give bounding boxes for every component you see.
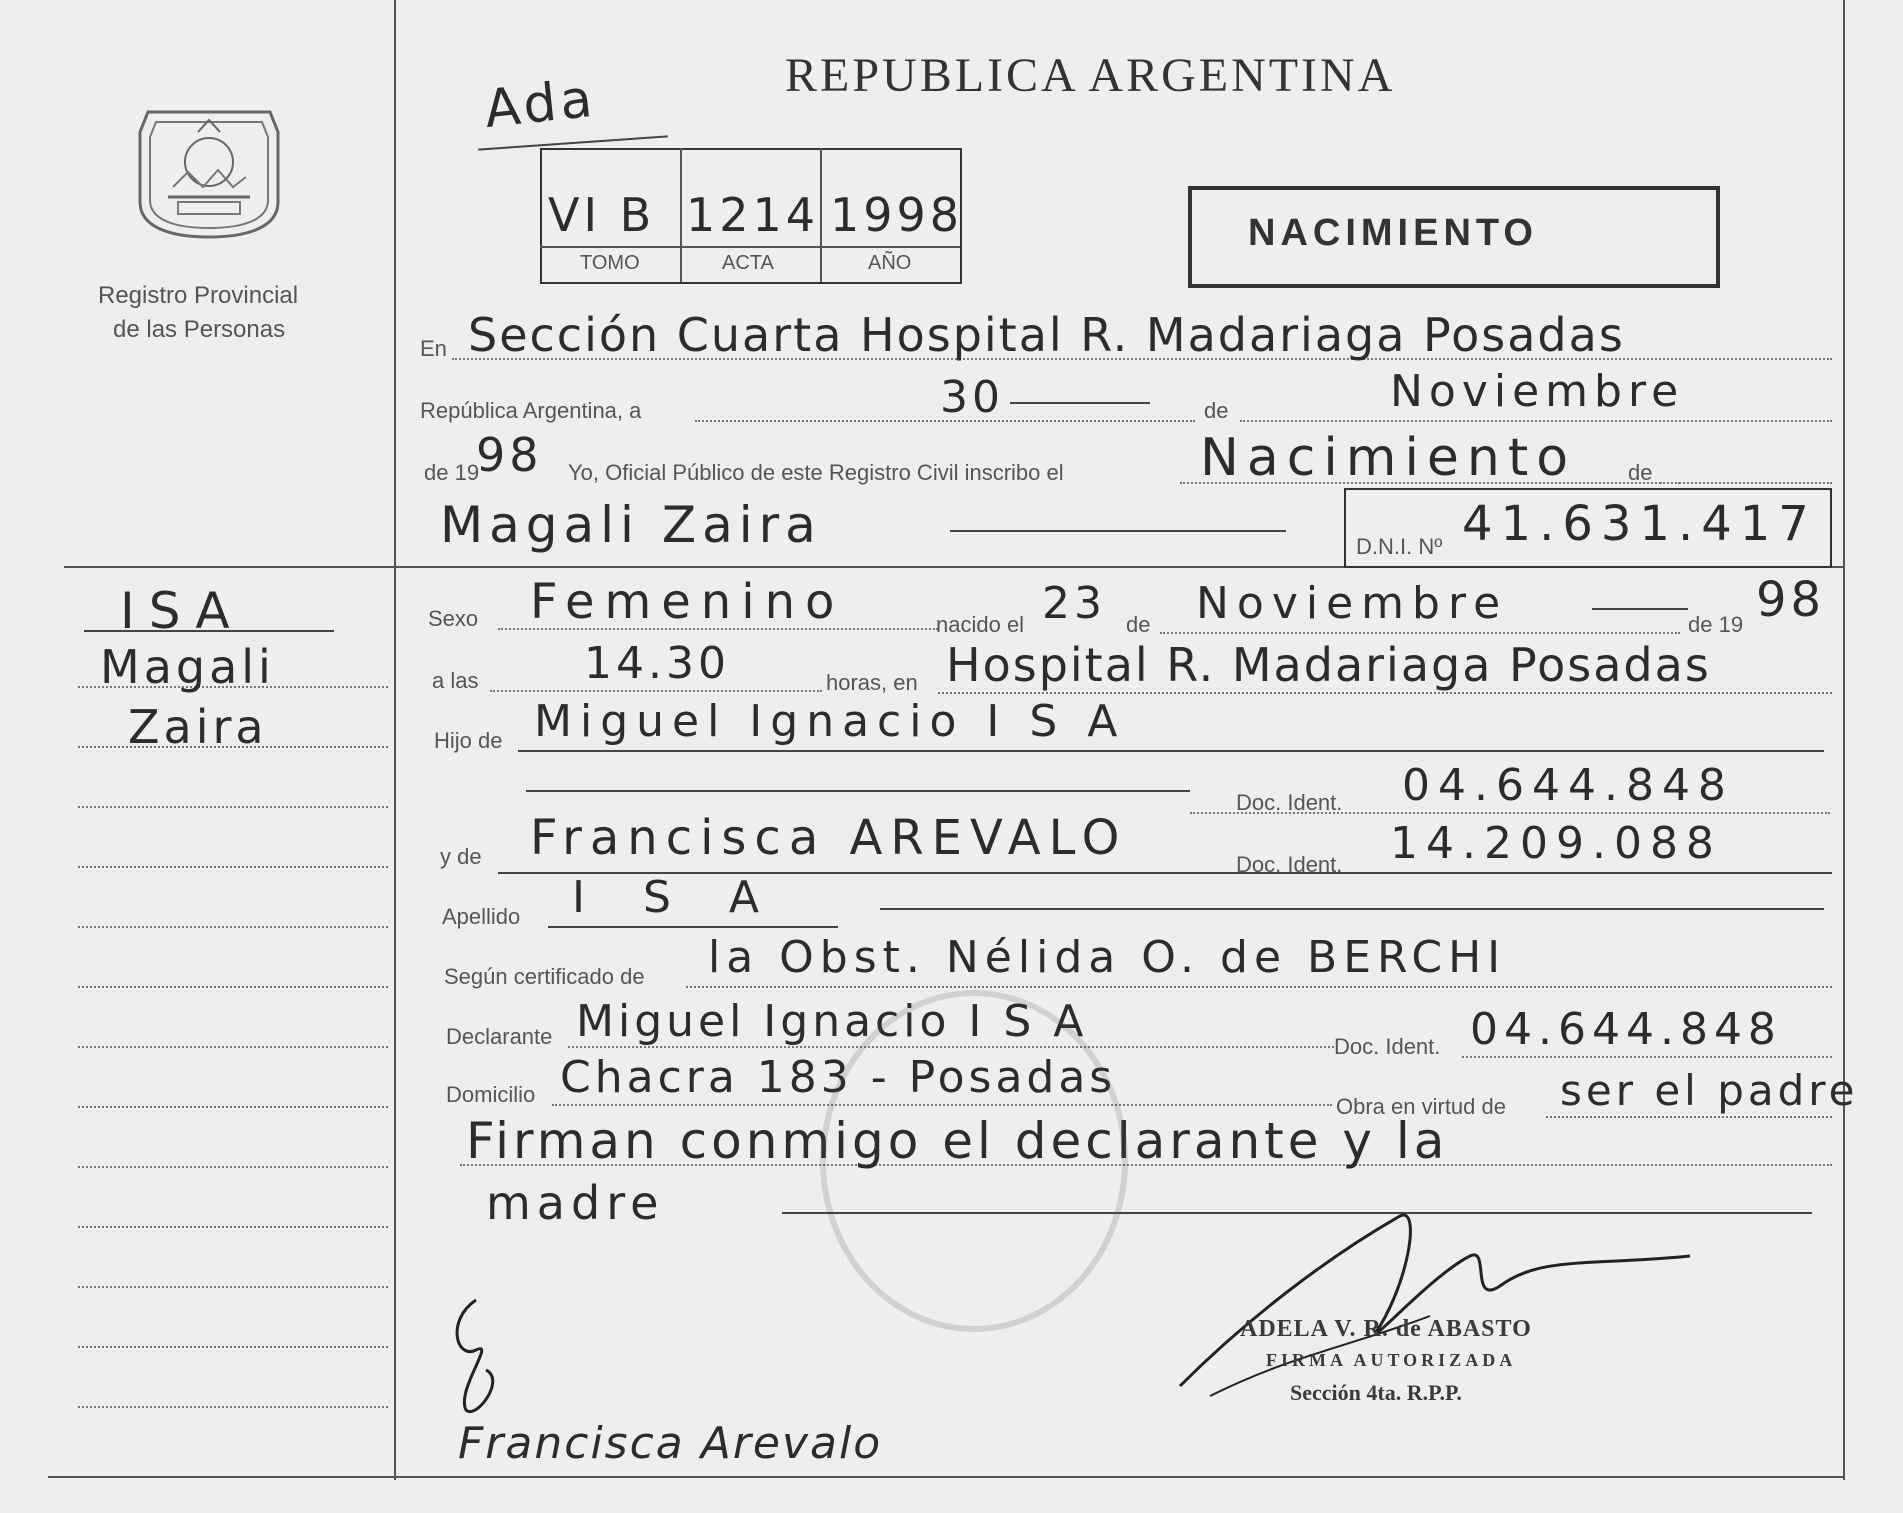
record-box-divider	[820, 148, 822, 282]
anio-value: 1998	[830, 188, 964, 242]
sexo-value: Femenino	[530, 574, 845, 630]
segun-label: Según certificado de	[444, 964, 645, 989]
provincial-seal-emblem	[128, 92, 290, 242]
y-de-label: y de	[440, 844, 482, 869]
margin-line	[78, 986, 388, 988]
margin-line	[78, 1346, 388, 1348]
father-doc-value: 04.644.848	[1402, 760, 1734, 811]
apellido-value: I S A	[572, 872, 781, 923]
mother-doc-label: Doc. Ident.	[1236, 852, 1343, 877]
country-title: REPUBLICA ARGENTINA	[785, 49, 1396, 102]
sexo-label: Sexo	[428, 606, 479, 631]
domicilio-label: Domicilio	[446, 1082, 536, 1107]
birth-month-value: Noviembre	[1196, 578, 1509, 629]
birth-de-label: de	[1126, 612, 1151, 637]
birth-year-label: de 19	[1688, 612, 1744, 637]
father-doc-label: Doc. Ident.	[1236, 790, 1343, 815]
declarante-doc-label: Doc. Ident.	[1334, 1034, 1441, 1059]
margin-line	[78, 1166, 388, 1168]
record-box-label-rule	[540, 246, 960, 248]
declarante-doc-value: 04.644.848	[1470, 1004, 1782, 1055]
de-label: de	[1204, 398, 1229, 423]
mother-value: Francisca AREVALO	[530, 810, 1128, 866]
faded-seal-stamp	[820, 990, 1128, 1332]
declarante-value: Miguel Ignacio I S A	[576, 996, 1088, 1047]
place-line	[938, 692, 1832, 694]
day-dash	[1010, 402, 1150, 404]
bottom-border	[48, 1476, 1845, 1478]
firman-value-line2: madre	[486, 1176, 665, 1230]
margin-underline	[84, 630, 334, 632]
registry-name-line1: Registro Provincial	[98, 282, 299, 309]
year-prefix-label: de 19	[424, 460, 480, 485]
birth-month-dash	[1592, 608, 1688, 610]
father-doc-line	[1190, 812, 1830, 814]
firman-value-line1: Firman conmigo el declarante y la	[466, 1112, 1449, 1170]
domicilio-value: Chacra 183 - Posadas	[560, 1052, 1117, 1103]
doc-type-title: NACIMIENTO	[1248, 212, 1538, 254]
nacido-label: nacido el	[936, 612, 1025, 637]
dni-value: 41.631.417	[1462, 496, 1817, 552]
margin-note-surname: ISA	[120, 582, 244, 640]
oficial-label: Yo, Oficial Público de este Registro Civil inscribo el	[568, 460, 1064, 485]
obra-line	[1546, 1116, 1832, 1118]
father-line	[518, 750, 1824, 752]
place-value: Hospital R. Madariaga Posadas	[946, 638, 1711, 692]
acto-de-label: de	[1628, 460, 1653, 485]
father-value: Miguel Ignacio I S A	[534, 696, 1126, 747]
birth-year-value: 98	[1756, 572, 1826, 628]
apellido-dash	[880, 908, 1824, 910]
hour-line	[490, 690, 822, 692]
declarante-doc-line	[1462, 1056, 1832, 1058]
record-box-divider	[680, 148, 682, 282]
margin-line	[78, 866, 388, 868]
margin-line	[78, 1406, 388, 1408]
acto-value: Nacimiento	[1200, 428, 1577, 488]
birth-day-value: 23	[1042, 578, 1106, 629]
margin-line	[78, 1106, 388, 1108]
child-name-value: Magali Zaira	[440, 496, 822, 554]
tomo-value: VI B	[548, 188, 656, 242]
name-dash	[950, 530, 1286, 532]
apellido-label: Apellido	[442, 904, 521, 929]
annotation-handwritten: Ada	[481, 68, 599, 140]
a-las-label: a las	[432, 668, 479, 693]
month-line	[1240, 420, 1832, 422]
apellido-underline	[548, 926, 838, 928]
dni-label: D.N.I. Nº	[1356, 534, 1443, 559]
margin-divider	[394, 0, 396, 1480]
segun-line	[686, 986, 1832, 988]
en-label: En	[420, 336, 447, 361]
margin-line	[78, 1046, 388, 1048]
margin-line	[78, 1226, 388, 1228]
margin-line	[78, 926, 388, 928]
obra-value: ser el padre	[1560, 1066, 1859, 1115]
margin-note-name2: Zaira	[128, 700, 268, 754]
year-value: 98	[476, 428, 543, 482]
hijo-label: Hijo de	[434, 728, 503, 753]
horas-label: horas, en	[826, 670, 918, 695]
margin-line	[78, 806, 388, 808]
acta-label: ACTA	[722, 252, 774, 274]
acta-value: 1214	[686, 188, 820, 242]
mother-signature: Francisca Arevalo	[458, 1418, 883, 1469]
right-border	[1843, 0, 1845, 1480]
margin-note-name1: Magali	[100, 640, 275, 694]
stamp-official-section: Sección 4ta. R.P.P.	[1290, 1380, 1462, 1405]
hour-value: 14.30	[584, 638, 730, 689]
mother-doc-value: 14.209.088	[1390, 818, 1722, 869]
segun-value: la Obst. Nélida O. de BERCHI	[708, 932, 1507, 983]
acto-line-end	[1660, 482, 1832, 484]
en-value: Sección Cuarta Hospital R. Madariaga Posadas	[468, 308, 1625, 362]
republica-label: República Argentina, a	[420, 398, 642, 423]
birth-month-line	[1160, 632, 1680, 634]
registry-name-line2: de las Personas	[113, 316, 286, 343]
tomo-label: TOMO	[580, 252, 640, 274]
stamp-official-title: FIRMA AUTORIZADA	[1266, 1350, 1517, 1370]
margin-line	[78, 1286, 388, 1288]
obra-label: Obra en virtud de	[1336, 1094, 1506, 1119]
declarante-label: Declarante	[446, 1024, 553, 1049]
anio-label: AÑO	[868, 252, 912, 274]
day-value: 30	[940, 372, 1004, 423]
father-line-2	[526, 790, 1190, 792]
stamp-official-name: ADELA V. R. de ABASTO	[1240, 1316, 1532, 1342]
month-value: Noviembre	[1390, 366, 1685, 417]
declarant-initials-signature	[436, 1290, 516, 1420]
